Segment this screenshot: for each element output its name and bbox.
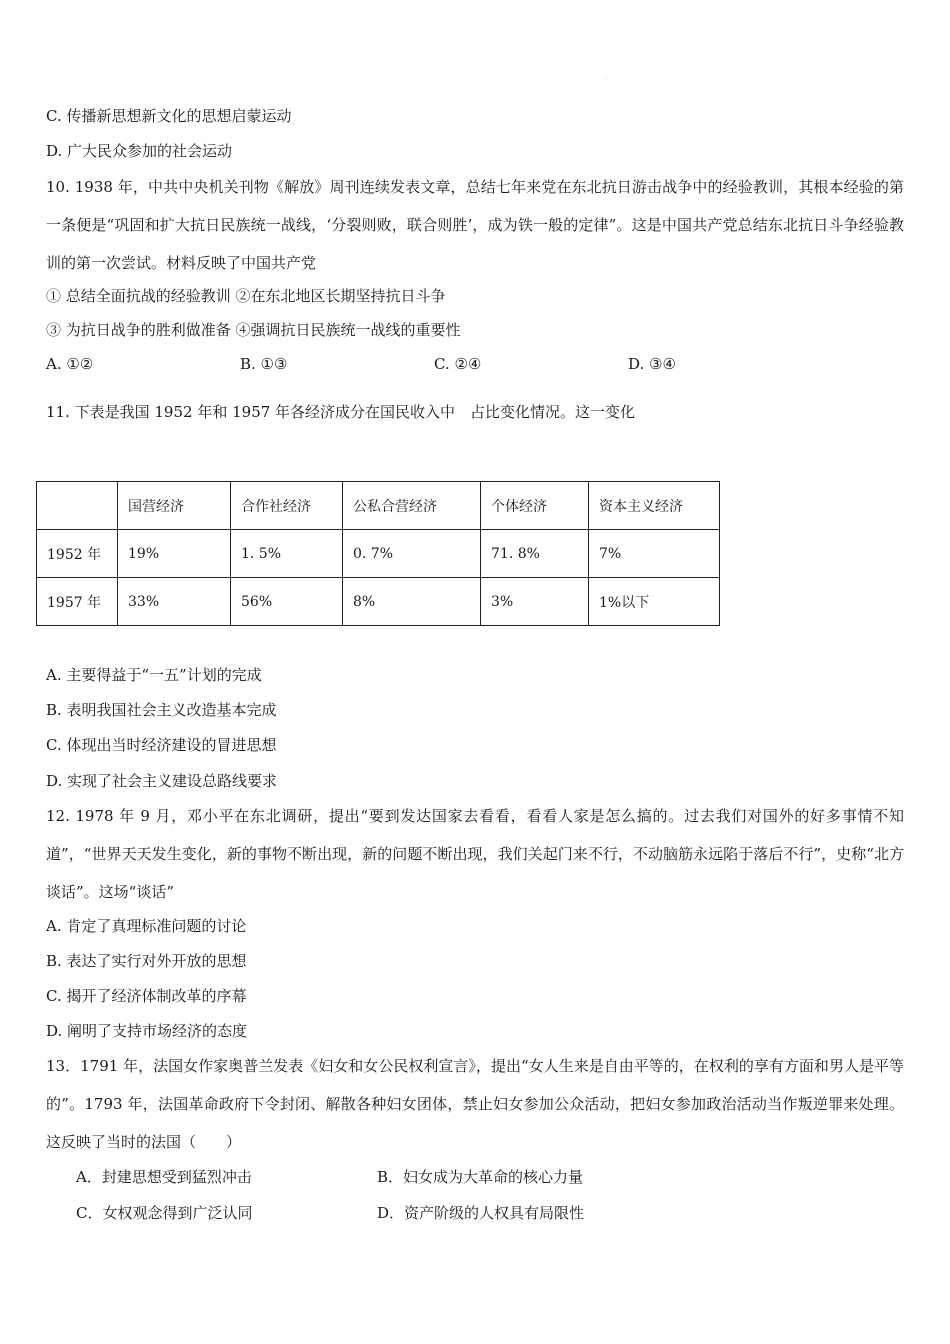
q11-option-d[interactable]: D. 实现了社会主义建设总路线要求 — [46, 772, 278, 790]
q11-stem: 11. 下表是我国 1952 年和 1957 年各经济成分在国民收入中 占比变化情况。这一变化 — [46, 403, 636, 421]
q10-option-d[interactable]: D. ③④ — [628, 355, 676, 373]
q10-option-c[interactable]: C. ②④ — [434, 355, 482, 373]
table-cell: 1%以下 — [589, 578, 720, 626]
table-cell: 71. 8% — [481, 530, 589, 578]
table-cell: 7% — [589, 530, 720, 578]
table-cell: 8% — [343, 578, 481, 626]
q13-option-b[interactable]: B．妇女成为大革命的核心力量 — [377, 1168, 584, 1186]
q9-option-c[interactable]: C. 传播新思想新文化的思想启蒙运动 — [46, 107, 292, 125]
table-header-cell — [37, 482, 118, 530]
table-header-cell: 公私合营经济 — [343, 482, 481, 530]
q13-option-c[interactable]: C．女权观念得到广泛认同 — [76, 1204, 253, 1222]
q12-option-c[interactable]: C. 揭开了经济体制改革的序幕 — [46, 987, 247, 1005]
table-cell: 33% — [118, 578, 231, 626]
table-header-cell: 个体经济 — [481, 482, 589, 530]
q12-option-d[interactable]: D. 阐明了支持市场经济的态度 — [46, 1022, 248, 1040]
q12-option-a[interactable]: A. 肯定了真理标准问题的讨论 — [46, 917, 247, 935]
table-cell: 19% — [118, 530, 231, 578]
economy-share-table — [36, 481, 720, 626]
q10-item-line-1: ① 总结全面抗战的经验教训 ②在东北地区长期坚持抗日斗争 — [46, 287, 446, 305]
table-header-cell: 国营经济 — [118, 482, 231, 530]
q13-option-a[interactable]: A．封建思想受到猛烈冲击 — [76, 1168, 252, 1186]
q11-option-c[interactable]: C. 体现出当时经济建设的冒进思想 — [46, 736, 277, 754]
table-cell: 56% — [231, 578, 343, 626]
table-cell: 1. 5% — [231, 530, 343, 578]
q10-option-b[interactable]: B. ①③ — [240, 355, 288, 373]
table-row — [37, 530, 720, 578]
q13-stem: 13．1791 年，法国女作家奥普兰发表《妇女和女公民权利宣言》，提出“女人生来是自由平等的，在权利的享有方面和男人是平等的”。1793 年，法国革命政府下令封闭、解散各种妇女团体，禁止妇女参加公众活动，把妇女参加政治活动当作叛逆罪来处理。这反映了当时的法国（ ） — [46, 1057, 904, 1151]
table-cell: 0. 7% — [343, 530, 481, 578]
q12-stem: 12. 1978 年 9 月，邓小平在东北调研，提出“要到发达国家去看看，看看人家是怎么搞的。过去我们对国外的好多事情不知道”，“世界天天发生变化，新的事物不断出现，新的问题不断出现，我们关起门来不行，不动脑筋永远陷于落后不行”，史称“北方谈话”。这场“谈话” — [46, 807, 904, 901]
q11-option-b[interactable]: B. 表明我国社会主义改造基本完成 — [46, 701, 277, 719]
table-row-label: 1957 年 — [37, 578, 118, 626]
stray-dot: · — [605, 76, 607, 83]
q10-option-a[interactable]: A. ①② — [46, 355, 94, 373]
q10-item-line-2: ③ 为抗日战争的胜利做准备 ④强调抗日民族统一战线的重要性 — [46, 321, 461, 339]
table-header-cell: 合作社经济 — [231, 482, 343, 530]
q11-option-a[interactable]: A. 主要得益于“一五”计划的完成 — [46, 666, 262, 684]
table-row-label: 1952 年 — [37, 530, 118, 578]
q9-option-d[interactable]: D. 广大民众参加的社会运动 — [46, 142, 233, 160]
table-row — [37, 578, 720, 626]
q10-stem: 10. 1938 年，中共中央机关刊物《解放》周刊连续发表文章，总结七年来党在东北抗日游击战争中的经验教训，其根本经验的第一条便是“巩固和扩大抗日民族统一战线，‘分裂则败，联合则胜’，成为铁一般的定律”。这是中国共产党总结东北抗日斗争经验教训的第一次尝试。材料反映了中国共产党 — [46, 178, 904, 272]
q13-option-d[interactable]: D．资产阶级的人权具有局限性 — [377, 1204, 585, 1222]
table-cell: 3% — [481, 578, 589, 626]
q12-option-b[interactable]: B. 表达了实行对外开放的思想 — [46, 952, 247, 970]
table-header-cell: 资本主义经济 — [589, 482, 720, 530]
table-header-row — [37, 482, 720, 530]
